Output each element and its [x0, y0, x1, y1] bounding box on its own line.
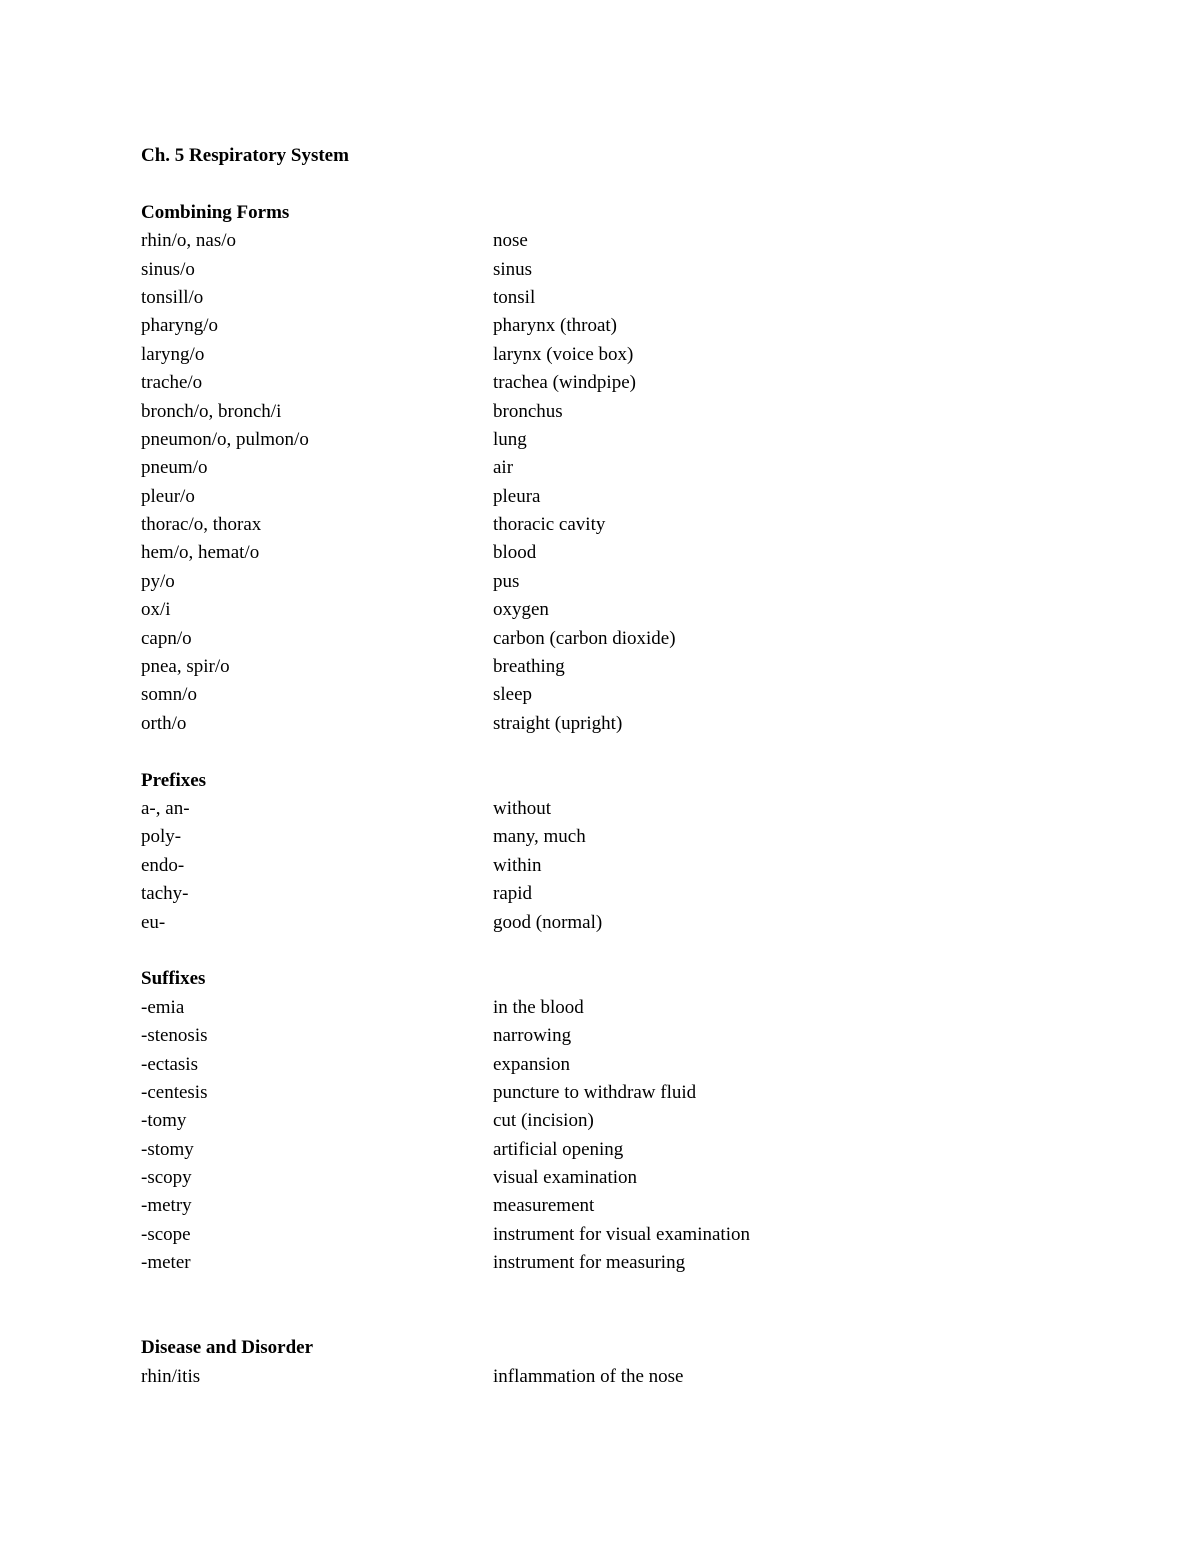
term: -stenosis [141, 1025, 208, 1047]
term-meaning: narrowing [493, 1025, 572, 1047]
term: -centesis [141, 1081, 208, 1103]
document-page [141, 142, 1041, 1391]
term-meaning: air [493, 457, 514, 479]
term: -tomy [141, 1110, 187, 1132]
term-row [141, 284, 1041, 312]
term-row [141, 1164, 1041, 1192]
term-row [141, 625, 1041, 653]
term: endo- [141, 854, 185, 876]
spacer [141, 1278, 1041, 1306]
section-heading-prefixes: Prefixes [141, 769, 207, 791]
term-row [141, 398, 1041, 426]
term-meaning: instrument for measuring [493, 1252, 686, 1274]
term-row [141, 681, 1041, 709]
term-meaning: pharynx (throat) [493, 315, 617, 337]
term-row [141, 426, 1041, 454]
prefixes-list [141, 795, 1041, 937]
spacer [141, 738, 1041, 766]
term: orth/o [141, 712, 187, 734]
term-row [141, 312, 1041, 340]
term-meaning: pleura [493, 485, 541, 507]
term-meaning: good (normal) [493, 911, 603, 933]
term-row [141, 795, 1041, 823]
term-row [141, 454, 1041, 482]
section-heading-combining-forms: Combining Forms [141, 201, 290, 223]
term-row [141, 909, 1041, 937]
term: -scope [141, 1223, 191, 1245]
term-meaning: breathing [493, 656, 565, 678]
term: thorac/o, thorax [141, 514, 262, 536]
spacer [141, 1306, 1041, 1334]
term: poly- [141, 826, 182, 848]
term: trache/o [141, 372, 203, 394]
term-row [141, 1192, 1041, 1220]
term: pnea, spir/o [141, 656, 230, 678]
page-title: Ch. 5 Respiratory System [141, 145, 349, 166]
term: eu- [141, 911, 166, 933]
term-meaning: oxygen [493, 599, 549, 621]
term-meaning: sleep [493, 684, 533, 706]
term: -scopy [141, 1167, 192, 1189]
term-row [141, 256, 1041, 284]
term-row [141, 710, 1041, 738]
term: sinus/o [141, 258, 195, 280]
term-meaning: puncture to withdraw fluid [493, 1081, 697, 1103]
term: rhin/o, nas/o [141, 230, 236, 252]
term: -metry [141, 1195, 192, 1217]
term: -emia [141, 996, 185, 1018]
term: capn/o [141, 627, 192, 649]
term-row [141, 596, 1041, 624]
term-row [141, 539, 1041, 567]
term-meaning: lung [493, 428, 527, 450]
term-row [141, 852, 1041, 880]
term-row [141, 483, 1041, 511]
term-row [141, 994, 1041, 1022]
term: -ectasis [141, 1053, 198, 1075]
term-meaning: visual examination [493, 1167, 638, 1189]
term-row [141, 1107, 1041, 1135]
term-row [141, 823, 1041, 851]
term: -meter [141, 1252, 191, 1274]
term-row [141, 227, 1041, 255]
term-meaning: larynx (voice box) [493, 343, 634, 365]
term-meaning: carbon (carbon dioxide) [493, 627, 676, 649]
term-row [141, 1249, 1041, 1277]
term: pneumon/o, pulmon/o [141, 428, 309, 450]
term: py/o [141, 570, 175, 592]
term-meaning: trachea (windpipe) [493, 372, 636, 394]
term: laryng/o [141, 343, 205, 365]
term: pharyng/o [141, 315, 219, 337]
term-meaning: straight (upright) [493, 712, 623, 734]
term-row [141, 511, 1041, 539]
combining-forms-list [141, 227, 1041, 738]
term-row [141, 653, 1041, 681]
term: pneum/o [141, 457, 208, 479]
term: tachy- [141, 883, 189, 905]
term: tonsill/o [141, 286, 204, 308]
term-row [141, 880, 1041, 908]
term-row [141, 1136, 1041, 1164]
term-meaning: tonsil [493, 286, 536, 308]
term-meaning: bronchus [493, 400, 563, 422]
term-meaning: rapid [493, 883, 533, 905]
term-meaning: nose [493, 230, 528, 252]
term: hem/o, hemat/o [141, 542, 260, 564]
term-meaning: measurement [493, 1195, 595, 1217]
section-heading-disease-and-disorder: Disease and Disorder [141, 1337, 314, 1359]
term: ox/i [141, 599, 171, 621]
term-row [141, 341, 1041, 369]
term-meaning: blood [493, 542, 537, 564]
term-meaning: inflammation of the nose [493, 1365, 684, 1387]
term-meaning: pus [493, 570, 520, 592]
term-row [141, 1363, 1041, 1391]
section-heading-suffixes: Suffixes [141, 968, 206, 990]
term-meaning: artificial opening [493, 1138, 624, 1160]
term: bronch/o, bronch/i [141, 400, 282, 422]
term: somn/o [141, 684, 197, 706]
term-row [141, 568, 1041, 596]
term-meaning: thoracic cavity [493, 514, 606, 536]
term: pleur/o [141, 485, 195, 507]
term-meaning: instrument for visual examination [493, 1223, 750, 1245]
term-meaning: many, much [493, 826, 586, 848]
term-meaning: cut (incision) [493, 1110, 594, 1132]
term-meaning: in the blood [493, 996, 584, 1018]
term: rhin/itis [141, 1365, 201, 1387]
suffixes-list [141, 994, 1041, 1278]
term-row [141, 369, 1041, 397]
term: a-, an- [141, 797, 190, 819]
term: -stomy [141, 1138, 194, 1160]
term-row [141, 1022, 1041, 1050]
term-row [141, 1051, 1041, 1079]
term-meaning: without [493, 797, 552, 819]
term-meaning: sinus [493, 258, 533, 280]
term-row [141, 1221, 1041, 1249]
spacer [141, 170, 1041, 198]
disease-and-disorder-list [141, 1363, 1041, 1391]
spacer [141, 937, 1041, 965]
term-meaning: expansion [493, 1053, 571, 1075]
term-row [141, 1079, 1041, 1107]
term-meaning: within [493, 854, 542, 876]
